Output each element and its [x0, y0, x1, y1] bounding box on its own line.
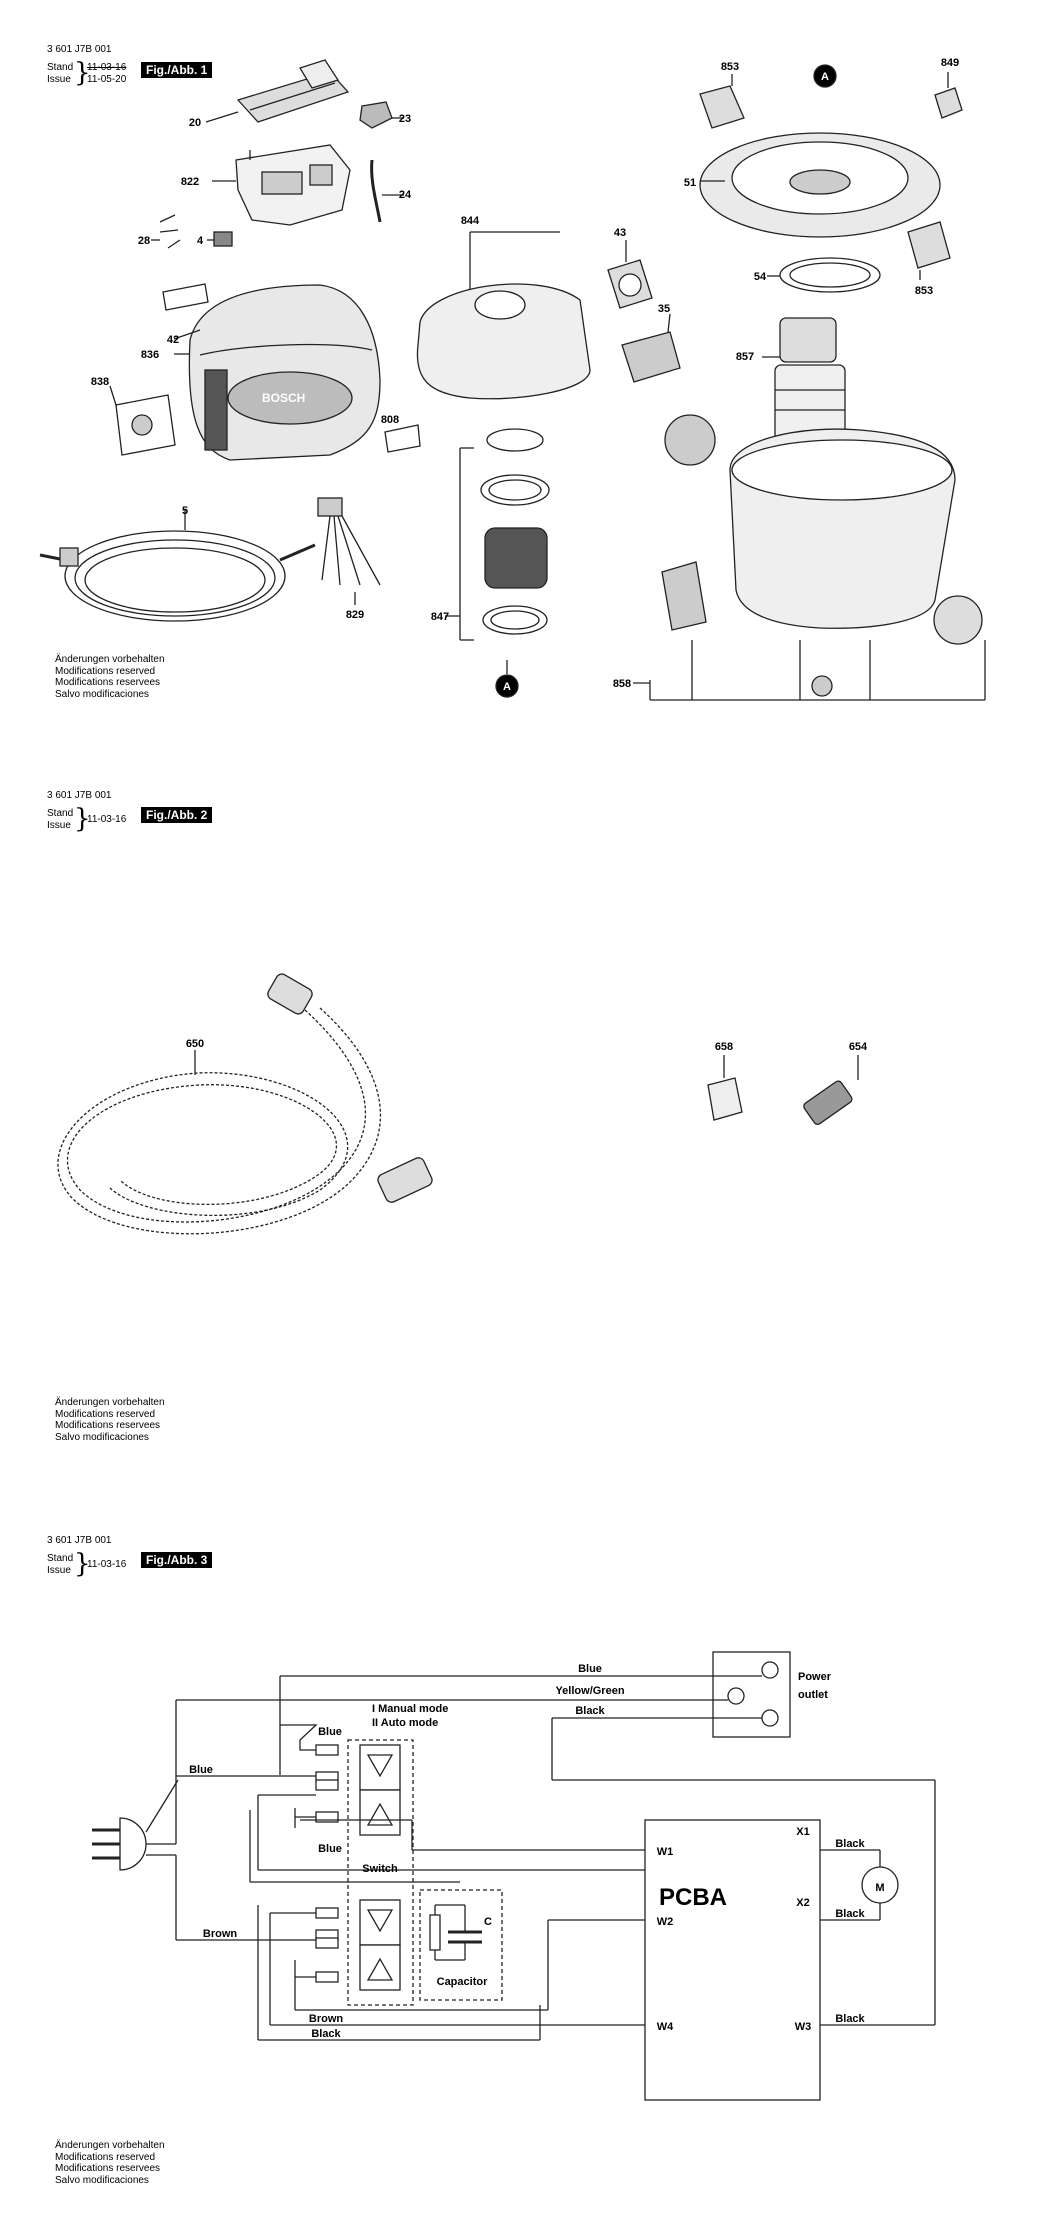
fig1-tag: Fig./Abb. 1: [141, 62, 212, 78]
fig2-notes: Änderungen vorbehalten Modifications reserved Modifications reservees Salvo modificaciones: [55, 1397, 165, 1443]
part-label-853: 853: [720, 61, 740, 73]
wire-black-w3: Black: [835, 2013, 865, 2025]
fig1-date-old: 11-03-16: [87, 62, 127, 73]
fig3-tag: Fig./Abb. 3: [141, 1552, 212, 1568]
page-fig2: 3 601 J7B 001 Stand Issue } 11-03-16 Fig./Abb. 2 650 658 654 Änderungen vorbehalten Modifications reserved Modifications reservees Salvo modificaciones: [0, 0, 1050, 1500]
wire-brown-left: Brown: [202, 1928, 238, 1940]
part-label-24: 24: [398, 189, 412, 201]
part-label-28: 28: [137, 235, 151, 247]
part-label-808: 808: [380, 414, 400, 426]
power-outlet-label-2: outlet: [798, 1689, 828, 1701]
part-label-838: 838: [90, 376, 110, 388]
part-label-836: 836: [140, 349, 160, 361]
part-label-35: 35: [657, 303, 671, 315]
part-label-20: 20: [188, 117, 202, 129]
wire-blue-top: Blue: [578, 1663, 602, 1675]
switch-label: Switch: [362, 1863, 398, 1875]
terminal-w4: W4: [656, 2021, 674, 2033]
svg-text:BOSCH: BOSCH: [262, 391, 306, 405]
part-label-844: 844: [460, 215, 480, 227]
part-label-822: 822: [180, 176, 200, 188]
wire-yellow-green: Yellow/Green: [555, 1685, 625, 1697]
part-label-43: 43: [613, 227, 627, 239]
mode-auto-label: II Auto mode: [372, 1717, 439, 1729]
wire-blue-switch: Blue: [318, 1726, 342, 1738]
capacitor-c-label: C: [484, 1916, 492, 1928]
wire-brown-bottom: Brown: [308, 2013, 344, 2025]
part-label-658: 658: [714, 1041, 734, 1053]
fig1-notes: Änderungen vorbehalten Modifications reserved Modifications reservees Salvo modificaciones: [55, 654, 165, 700]
part-label-5: 5: [181, 505, 189, 517]
svg-text:A: A: [503, 681, 511, 693]
power-outlet-label: Power: [798, 1671, 832, 1683]
stand-label: Stand: [47, 62, 74, 73]
fig3-date: 11-03-16: [87, 1559, 127, 1570]
power-outlet-box: [713, 1652, 790, 1737]
capacitor-label: Capacitor: [436, 1976, 488, 1988]
wire-black-bottom: Black: [311, 2028, 341, 2040]
pcba-label: PCBA: [658, 1884, 728, 1911]
part-label-847: 847: [430, 611, 450, 623]
doc-code: 3 601 J7B 001: [47, 44, 112, 55]
motor-label: M: [875, 1882, 885, 1894]
part-label-54: 54: [753, 271, 767, 283]
terminal-x2: X2: [796, 1897, 810, 1909]
wire-black-x1: Black: [835, 1838, 865, 1850]
brace-icon: }: [74, 58, 91, 88]
terminal-w1: W1: [656, 1846, 674, 1858]
part-label-857: 857: [735, 351, 755, 363]
wire-blue-mid: Blue: [318, 1843, 342, 1855]
part-label-23: 23: [398, 113, 412, 125]
plug-icon: [120, 1818, 146, 1870]
terminal-w3: W3: [794, 2021, 812, 2033]
part-label-42: 42: [166, 334, 180, 346]
part-label-654: 654: [848, 1041, 868, 1053]
mode-manual-label: I Manual mode: [372, 1703, 449, 1715]
wire-black-x2: Black: [835, 1908, 865, 1920]
fig2-date: 11-03-16: [87, 814, 127, 825]
part-label-51: 51: [683, 177, 697, 189]
part-label-853: 853: [914, 285, 934, 297]
part-label-650: 650: [185, 1038, 205, 1050]
terminal-x1: X1: [796, 1826, 810, 1838]
terminal-w2: W2: [656, 1916, 674, 1928]
fig3-notes: Änderungen vorbehalten Modifications reserved Modifications reservees Salvo modificaciones: [55, 2140, 165, 2186]
part-label-829: 829: [345, 609, 365, 621]
part-label-4: 4: [196, 235, 204, 247]
wire-black-top: Black: [575, 1705, 605, 1717]
fig2-tag: Fig./Abb. 2: [141, 807, 212, 823]
issue-label: Issue: [47, 74, 71, 85]
part-label-858: 858: [612, 678, 632, 690]
fig1-date-new: 11-05-20: [87, 74, 127, 85]
svg-text:A: A: [821, 71, 829, 83]
page-fig3: 3 601 J7B 001 Stand Issue } 11-03-16 Fig./Abb. 3 Power outlet PCBA M W1 W2 W4 X1 X2 W3 Blue Yellow/Green Black Blue Blue Blue Brown Brown Black Black Black Black I Manual mode II Auto mode Switch Capacitor C Änderungen vorbehalten Modifications reserved Modifications reservees Salvo modificaciones: [0, 0, 1050, 2226]
wire-blue-left: Blue: [189, 1764, 213, 1776]
part-label-849: 849: [940, 57, 960, 69]
pcba-board: [645, 1820, 820, 2100]
